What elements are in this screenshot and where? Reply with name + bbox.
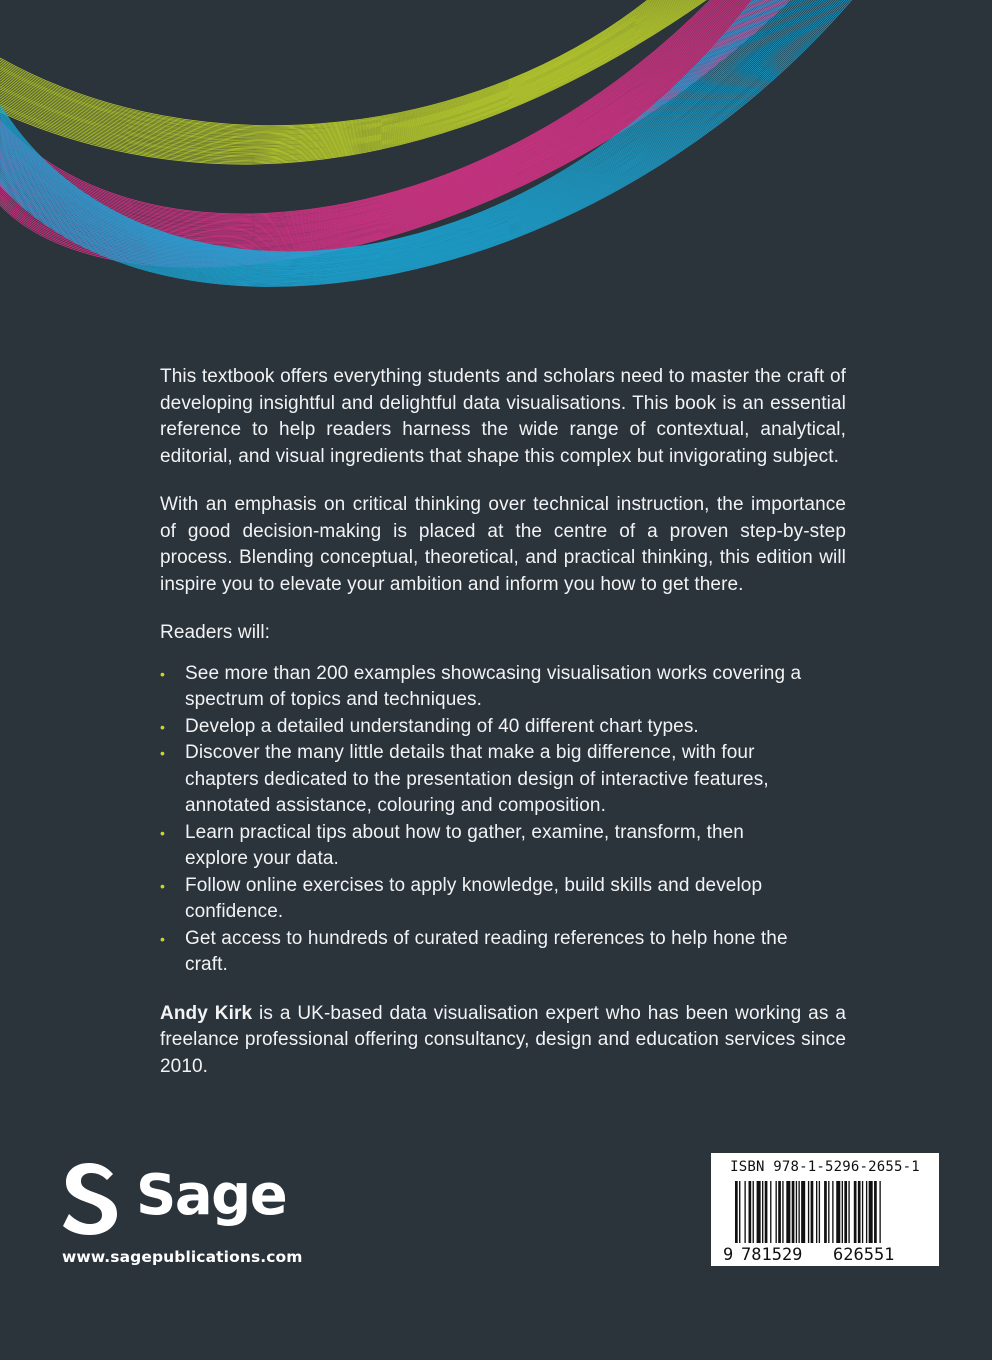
barcode-digits-right: 626551 — [833, 1245, 895, 1263]
isbn-barcode — [711, 1153, 939, 1266]
description-paragraph-1: This textbook offers everything students and scholars need to master the craft of developing insightful and delightful data visualisations. This book is an essential reference to help readers harness the wide range of contextual, analytical, editorial, and visual ingredients that shape this complex but invigorating subject. — [160, 366, 846, 467]
publisher-website: www.sagepublications.com — [62, 1248, 303, 1266]
readers-benefits-list — [160, 661, 846, 979]
readers-intro: Readers will: — [160, 622, 271, 643]
description-paragraph-2: With an emphasis on critical thinking over technical instruction, the importance of good decision-making is placed at the centre of a proven step-by-step process. Blending conceptual, theoretical, and practical thinking, this edition will inspire you to elevate your ambition and inform you how to get there. — [160, 494, 846, 595]
list-item: • Learn practical tips about how to gather, examine, transform, then explore your data. — [160, 821, 744, 869]
bullet-icon: • — [160, 824, 166, 841]
bullet-icon: • — [160, 718, 166, 735]
bullet-icon: • — [160, 665, 166, 682]
author-name: Andy Kirk — [160, 1002, 253, 1024]
isbn-label: ISBN 978-1-5296-2655-1 — [730, 1159, 920, 1175]
list-item: • Get access to hundreds of curated reading references to help hone the craft. — [160, 927, 788, 975]
author-bio — [160, 1001, 846, 1081]
bullet-icon: • — [160, 745, 166, 761]
list-item: • Follow online exercises to apply knowledge, build skills and develop confidence. — [160, 874, 763, 922]
publisher-name: Sage — [136, 1163, 287, 1228]
list-item: • Discover the many little details that make a big difference, with four chapters dedicated to the presentation design of interactive features, annotated assistance, colouring and composition. — [160, 742, 769, 816]
back-cover-description — [160, 364, 846, 1102]
barcode-icon — [721, 1181, 929, 1263]
barcode-digit-prefix: 9 — [723, 1245, 734, 1263]
sage-s-mark-icon — [62, 1160, 122, 1236]
author-bio-text: is a UK-based data visualisation expert who has been working as a freelance professional offering consultancy, design and education services since 2010. — [160, 1002, 846, 1077]
bullet-icon: • — [160, 930, 166, 947]
list-item: • See more than 200 examples showcasing visualisation works covering a spectrum of topics and techniques. — [160, 662, 802, 710]
bullet-icon: • — [160, 877, 166, 894]
list-item: • Develop a detailed understanding of 40 different chart types. — [160, 714, 846, 741]
decorative-ribbon-graphic — [0, 0, 992, 340]
publisher-logo — [62, 1160, 302, 1240]
barcode-digits-left: 781529 — [741, 1245, 803, 1263]
